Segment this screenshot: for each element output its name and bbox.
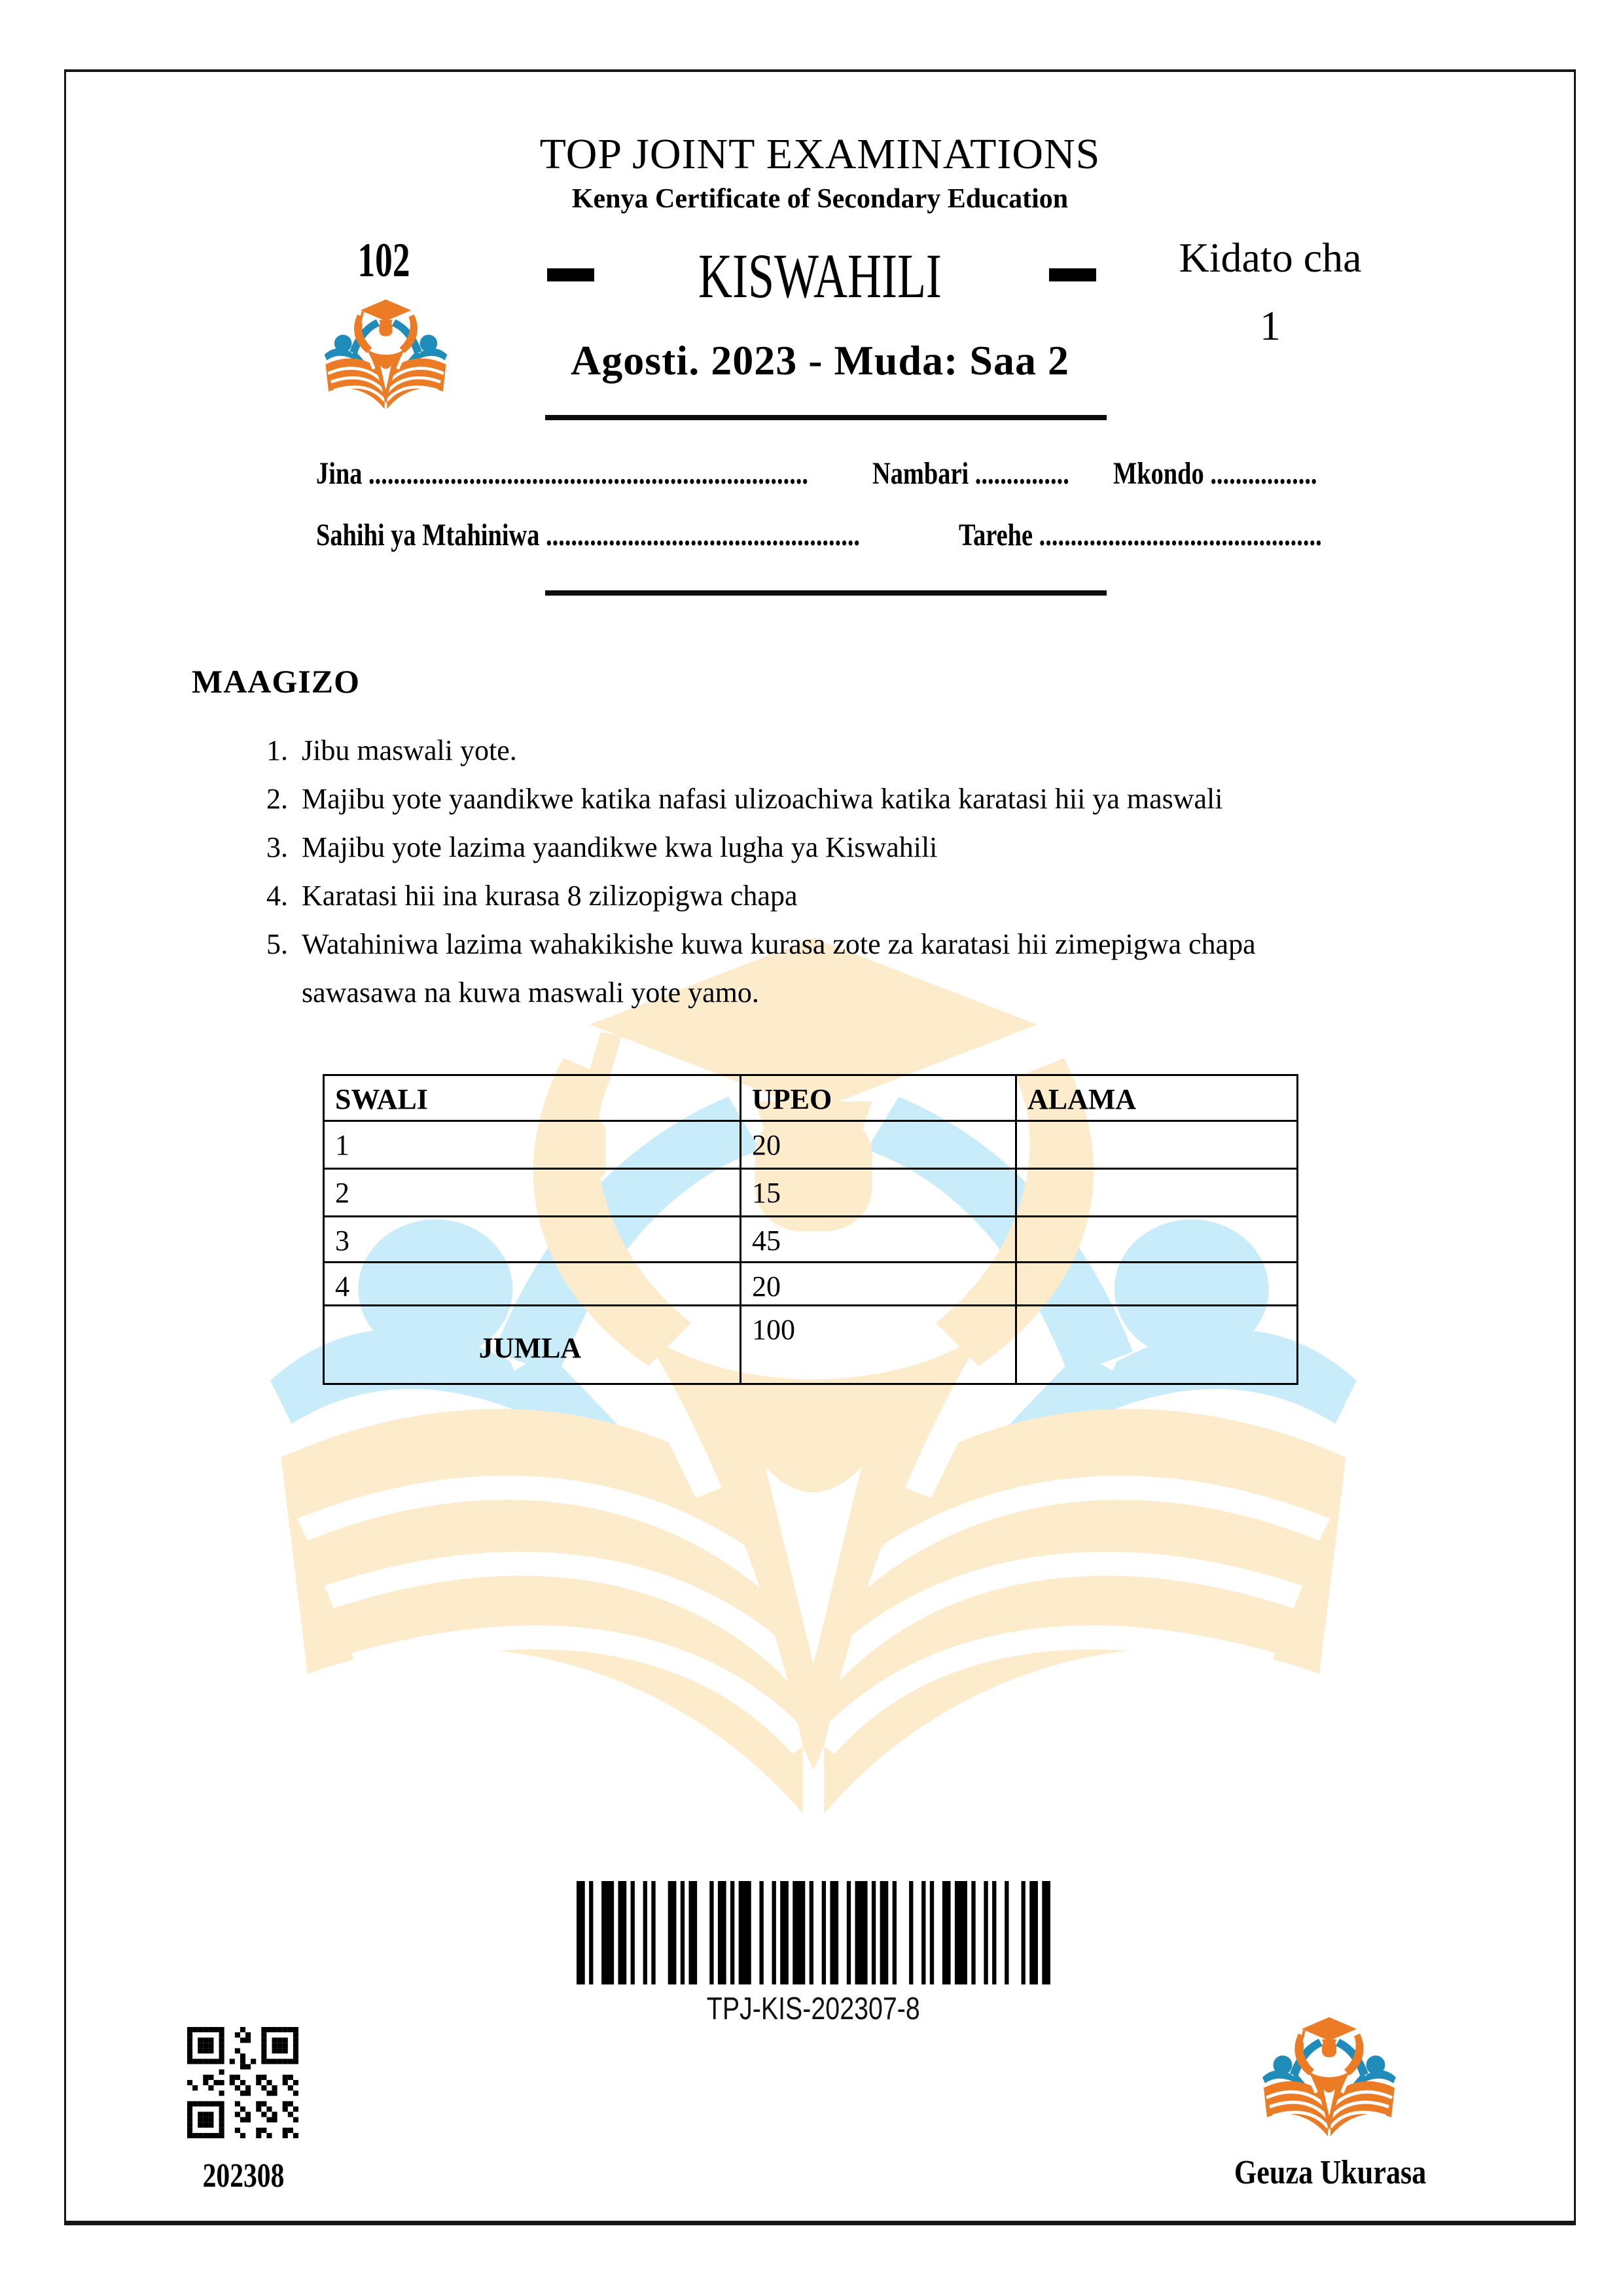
marks-table bbox=[323, 1074, 1298, 1385]
cell-upeo: 20 bbox=[741, 1263, 1016, 1306]
table-row bbox=[324, 1263, 1298, 1306]
qr-block bbox=[187, 2027, 300, 2195]
barcode bbox=[577, 1881, 1050, 1984]
org-title-text: TOP JOINT EXAMINATIONS bbox=[539, 130, 1101, 178]
cell-total-alama bbox=[1016, 1306, 1298, 1384]
form-number: 1 bbox=[1260, 302, 1281, 349]
cell-upeo: 45 bbox=[741, 1217, 1016, 1263]
instructions-heading: MAAGIZO bbox=[192, 663, 360, 700]
divider-line-bottom bbox=[545, 590, 1107, 596]
tpj-logo-watermark-icon bbox=[228, 909, 1399, 1871]
cell-alama bbox=[1016, 1263, 1298, 1306]
instruction-item: 4. Karatasi hii ina kurasa 8 zilizopigwa chapa bbox=[295, 872, 1376, 920]
signature-field: Sahihi ya Mtahiniwa .................................................. bbox=[316, 518, 861, 552]
tpj-logo-footer-icon bbox=[1249, 2013, 1410, 2144]
cell-swali: 2 bbox=[324, 1169, 741, 1217]
instructions-list bbox=[238, 726, 1376, 1017]
instruction-item: 1. Jibu maswali yote. bbox=[295, 726, 1376, 775]
table-row-total bbox=[324, 1306, 1298, 1384]
turn-page-label: Geuza Ukurasa bbox=[1234, 2154, 1427, 2191]
barcode-block bbox=[577, 1881, 1050, 2027]
date-field: Tarehe ............................................. bbox=[959, 518, 1322, 552]
form-level bbox=[1133, 234, 1408, 349]
qr-code bbox=[187, 2027, 298, 2138]
cell-swali: 1 bbox=[324, 1121, 741, 1169]
cell-jumla-label: JUMLA bbox=[324, 1306, 741, 1384]
divider-line-top bbox=[545, 415, 1107, 420]
page-title bbox=[66, 130, 1574, 179]
table-header-swali: SWALI bbox=[324, 1075, 741, 1121]
cell-alama bbox=[1016, 1121, 1298, 1169]
page-border-frame bbox=[64, 69, 1576, 2225]
cell-swali: 4 bbox=[324, 1263, 741, 1306]
tpj-logo-footer bbox=[1249, 2013, 1410, 2144]
name-field: Jina ...................................................................... bbox=[316, 456, 809, 491]
stream-field: Mkondo ................. bbox=[1113, 456, 1317, 491]
table-header-alama: ALAMA bbox=[1016, 1075, 1298, 1121]
cell-alama bbox=[1016, 1169, 1298, 1217]
table-header-upeo: UPEO bbox=[741, 1075, 1016, 1121]
table-row bbox=[324, 1169, 1298, 1217]
cell-upeo: 15 bbox=[741, 1169, 1016, 1217]
table-row bbox=[324, 1217, 1298, 1263]
dash-separator-right bbox=[1049, 268, 1096, 281]
qr-label: 202308 bbox=[202, 2157, 285, 2195]
cell-total-upeo: 100 bbox=[741, 1306, 1016, 1384]
paper-code: 102 bbox=[357, 234, 410, 287]
session-info: Agosti. 2023 - Muda: Saa 2 bbox=[570, 337, 1070, 384]
cell-alama bbox=[1016, 1217, 1298, 1263]
cell-upeo: 20 bbox=[741, 1121, 1016, 1169]
instruction-item: 3. Majibu yote lazima yaandikwe kwa lugha ya Kiswahili bbox=[295, 823, 1376, 872]
cell-swali: 3 bbox=[324, 1217, 741, 1263]
subject-title: KISWAHILI bbox=[698, 241, 942, 311]
cert-subtitle: Kenya Certificate of Secondary Education bbox=[571, 184, 1069, 214]
instruction-item: 2. Majibu yote yaandikwe katika nafasi ulizoachiwa katika karatasi hii ya maswali bbox=[295, 775, 1376, 823]
instruction-item: 5. Watahiniwa lazima wahakikishe kuwa kurasa zote za karatasi hii zimepigwa chapa sawasawa na kuwa maswali yote yamo. bbox=[295, 920, 1376, 1017]
barcode-label: TPJ-KIS-202307-8 bbox=[707, 1992, 920, 2026]
table-row bbox=[324, 1121, 1298, 1169]
index-number-field: Nambari ............... bbox=[872, 456, 1069, 491]
watermark-logo bbox=[228, 909, 1399, 1871]
form-label: Kidato cha bbox=[1179, 234, 1362, 281]
